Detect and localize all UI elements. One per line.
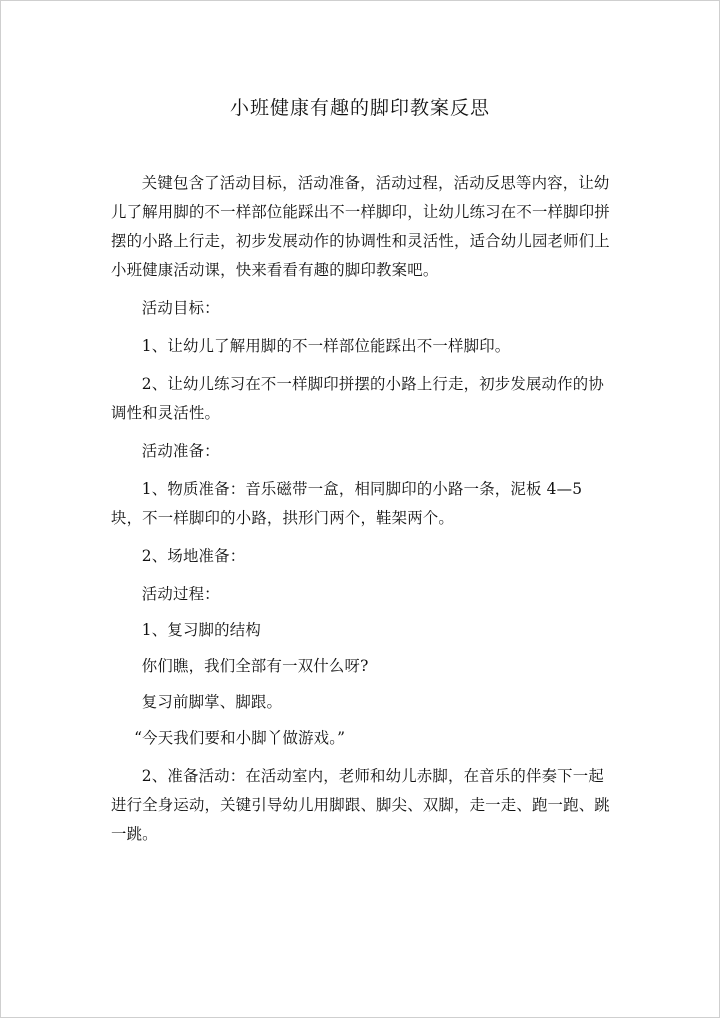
preparation-item-2: 2、场地准备： — [141, 547, 246, 565]
goal-item-1: 1、让幼儿了解用脚的不一样部位能踩出不一样脚印。 — [141, 337, 511, 355]
goal-item-2: 2、让幼儿练习在不一样脚印拼摆的小路上行走，初步发展动作的协调性和灵活性。 — [111, 375, 604, 422]
preparation-item-1: 1、物质准备：音乐磁带一盒，相同脚印的小路一条，泥板 4—5 块，不一样脚印的小路，拱形门两个，鞋架两个。 — [111, 480, 583, 527]
process-quote: “今天我们要和小脚丫做游戏。” — [134, 729, 346, 747]
document-title: 小班健康有趣的脚印教案反思 — [229, 97, 490, 119]
process-review: 复习前脚掌、脚跟。 — [141, 693, 283, 711]
intro-paragraph: 关键包含了活动目标，活动准备，活动过程，活动反思等内容，让幼儿了解用脚的不一样部位能踩出不一样脚印，让幼儿练习在不一样脚印拼摆的小路上行走，初步发展动作的协调性和灵活性，适合幼儿园老师们上小班健康活动课，快来看看有趣的脚印教案吧。 — [111, 174, 610, 279]
section-heading-preparation: 活动准备： — [141, 442, 220, 460]
section-heading-process: 活动过程： — [141, 585, 220, 603]
process-question: 你们瞧，我们全部有一双什么呀? — [141, 657, 369, 675]
document-body — [111, 169, 616, 858]
process-step-1: 1、复习脚的结构 — [141, 621, 261, 639]
section-heading-goals: 活动目标： — [141, 299, 220, 317]
process-step-2: 2、准备活动：在活动室内，老师和幼儿赤脚，在音乐的伴奏下一起进行全身运动，关键引导幼儿用脚跟、脚尖、双脚，走一走、跑一跑、跳一跳。 — [111, 767, 610, 843]
